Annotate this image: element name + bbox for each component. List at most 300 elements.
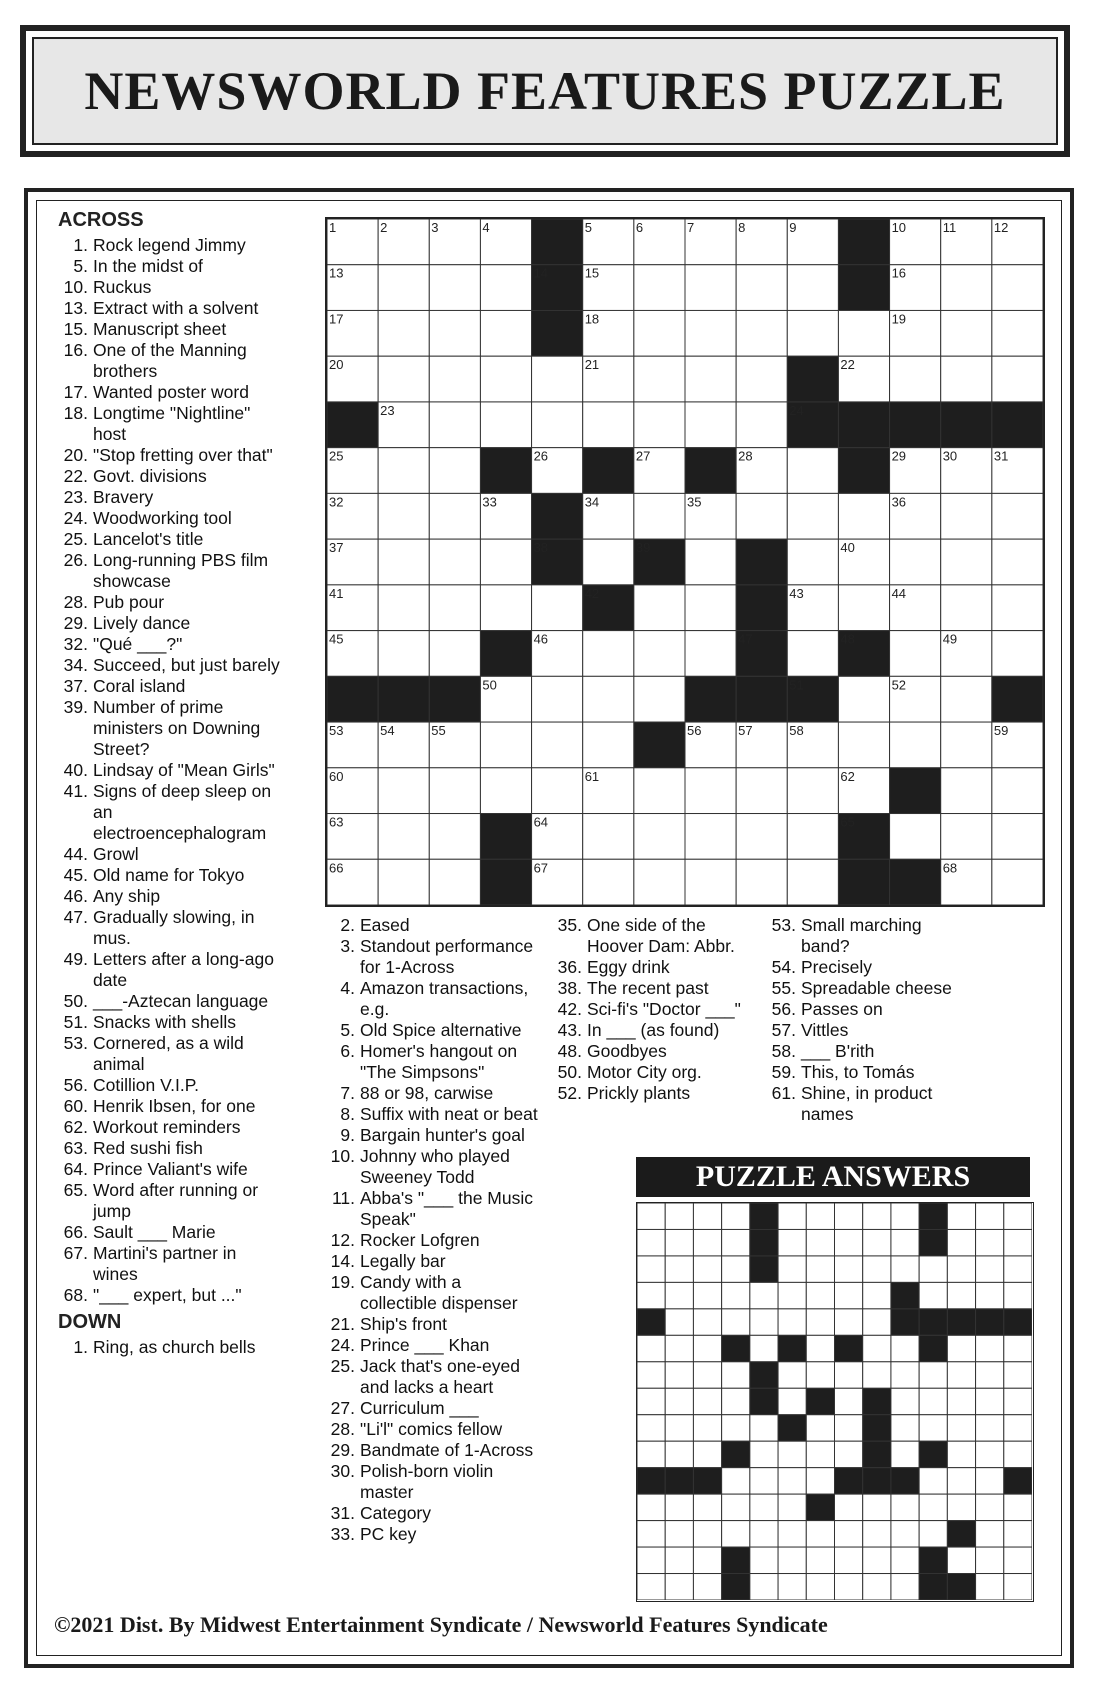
clue-item [325, 1146, 540, 1188]
grid-cell [583, 859, 634, 905]
clue-item [766, 978, 966, 999]
grid-cell [637, 1256, 665, 1282]
black-square [637, 1309, 665, 1335]
grid-cell [637, 1547, 665, 1573]
grid-cell [976, 1547, 1004, 1573]
clue-text: Candy with a collectible dispenser [360, 1272, 518, 1313]
grid-cell [787, 265, 838, 311]
grid-cell [378, 585, 429, 631]
grid-cell [787, 814, 838, 860]
grid-cell [1004, 1388, 1032, 1414]
clue-item [552, 915, 752, 957]
black-square [480, 631, 531, 677]
clue-text: Pub pour [93, 592, 165, 612]
grid-number: 16 [891, 265, 907, 281]
clue-number: 57. [771, 1020, 796, 1040]
grid-number: 42 [584, 585, 600, 601]
clue-item [325, 1524, 540, 1545]
black-square [835, 1468, 863, 1494]
clue-text: Suffix with neat or beat [360, 1104, 538, 1124]
grid-cell [835, 1574, 863, 1600]
clue-number: 11. [331, 1188, 355, 1208]
grid-cell [480, 768, 531, 814]
clue-item [325, 1125, 540, 1146]
grid-cell [665, 1256, 693, 1282]
clue-text: Rocker Lofgren [360, 1230, 480, 1250]
clue-item [58, 613, 283, 634]
grid-cell [778, 1256, 806, 1282]
black-square [750, 1203, 778, 1229]
grid-cell [750, 1468, 778, 1494]
black-square [736, 676, 787, 722]
grid-cell [947, 1547, 975, 1573]
grid-cell [637, 1441, 665, 1467]
clue-number: 37. [63, 676, 88, 696]
clue-item [552, 999, 752, 1020]
grid-number: 20 [329, 357, 344, 373]
grid-cell [583, 722, 634, 768]
clue-text: Growl [93, 844, 139, 864]
grid-number: 12 [993, 220, 1009, 235]
black-square [919, 1203, 947, 1229]
clue-item [58, 634, 283, 655]
black-square [778, 1415, 806, 1441]
grid-cell [583, 402, 634, 448]
clue-text: Letters after a long-ago date [93, 949, 274, 990]
grid-cell [863, 1335, 891, 1361]
grid-cell [480, 722, 531, 768]
grid-number: 9 [789, 220, 797, 235]
grid-cell [863, 1229, 891, 1255]
grid-cell [778, 1362, 806, 1388]
grid-cell [480, 402, 531, 448]
grid-cell [890, 356, 941, 402]
across-clue-column [58, 210, 283, 1358]
grid-cell [787, 539, 838, 585]
clue-number: 43. [557, 1020, 582, 1040]
clue-item [325, 1272, 540, 1314]
grid-cell [429, 310, 480, 356]
grid-cell [891, 1229, 919, 1255]
grid-cell [891, 1203, 919, 1229]
grid-cell [634, 859, 685, 905]
grid-cell [890, 814, 941, 860]
clue-item [58, 508, 283, 529]
grid-cell [637, 1494, 665, 1520]
grid-cell [378, 448, 429, 494]
grid-cell [992, 539, 1043, 585]
clue-text: Cotillion V.I.P. [93, 1075, 200, 1095]
grid-cell [634, 493, 685, 539]
grid-cell [1004, 1362, 1032, 1388]
clue-number: 54. [771, 957, 796, 977]
grid-cell [787, 448, 838, 494]
grid-cell [693, 1547, 721, 1573]
clue-number: 39. [63, 697, 88, 717]
grid-cell [976, 1388, 1004, 1414]
grid-cell [429, 768, 480, 814]
clue-text: Prince ___ Khan [360, 1335, 490, 1355]
clue-item [58, 1033, 283, 1075]
grid-cell [1004, 1203, 1032, 1229]
grid-number: 34 [584, 494, 600, 510]
clue-item [58, 865, 283, 886]
grid-cell [947, 1203, 975, 1229]
black-square [722, 1335, 750, 1361]
grid-cell [429, 265, 480, 311]
clue-text: In the midst of [93, 256, 203, 276]
grid-cell [891, 1547, 919, 1573]
black-square [919, 1574, 947, 1600]
answer-grid [636, 1202, 1034, 1602]
black-square [429, 676, 480, 722]
clue-text: Woodworking tool [93, 508, 232, 528]
clue-number: 13. [63, 298, 88, 318]
clue-number: 4. [340, 978, 355, 998]
clue-number: 25. [63, 529, 88, 549]
grid-cell [919, 1256, 947, 1282]
grid-cell [736, 310, 787, 356]
grid-number: 14 [533, 265, 549, 281]
clue-item [58, 256, 283, 277]
clue-item [325, 1398, 540, 1419]
clue-text: Shine, in product names [801, 1083, 933, 1124]
clue-text: Spreadable cheese [801, 978, 952, 998]
clue-text: Standout performance for 1-Across [360, 936, 534, 977]
grid-cell [941, 676, 992, 722]
clue-item [325, 1461, 540, 1503]
clue-item [58, 949, 283, 991]
clue-item [325, 1503, 540, 1524]
grid-cell [532, 768, 583, 814]
clue-item [552, 957, 752, 978]
clue-item [766, 915, 966, 957]
grid-cell [863, 1547, 891, 1573]
grid-cell [941, 768, 992, 814]
grid-cell [835, 1441, 863, 1467]
grid-cell [1004, 1521, 1032, 1547]
black-square [722, 1574, 750, 1600]
grid-number: 59 [993, 723, 1009, 739]
clue-text: Govt. divisions [93, 466, 207, 486]
grid-number: 24 [789, 402, 804, 418]
grid-cell [919, 1282, 947, 1308]
black-square [947, 1574, 975, 1600]
clue-text: Jack that's one-eyed and lacks a heart [360, 1356, 520, 1397]
grid-cell [992, 814, 1043, 860]
grid-cell [806, 1309, 834, 1335]
grid-cell [378, 768, 429, 814]
grid-number: 3 [431, 220, 439, 235]
clue-text: Succeed, but just barely [93, 655, 280, 675]
grid-cell [890, 631, 941, 677]
grid-number: 32 [329, 494, 344, 510]
clue-number: 49. [63, 949, 88, 969]
grid-cell [976, 1203, 1004, 1229]
clue-text: Extract with a solvent [93, 298, 259, 318]
title-banner [20, 25, 1070, 157]
clue-item [325, 1230, 540, 1251]
grid-cell [835, 1494, 863, 1520]
clue-number: 26. [63, 550, 88, 570]
grid-cell [665, 1388, 693, 1414]
black-square [1004, 1309, 1032, 1335]
grid-cell [778, 1441, 806, 1467]
grid-cell [634, 356, 685, 402]
clue-number: 52. [557, 1083, 582, 1103]
grid-number: 36 [891, 494, 907, 510]
grid-cell [1004, 1574, 1032, 1600]
black-square [750, 1256, 778, 1282]
clue-item [58, 382, 283, 403]
black-square [1004, 1468, 1032, 1494]
grid-cell [583, 631, 634, 677]
clue-number: 12. [330, 1230, 355, 1250]
grid-cell [736, 265, 787, 311]
clue-number: 3. [340, 936, 355, 956]
clue-number: 16. [63, 340, 88, 360]
black-square [750, 1362, 778, 1388]
clue-item [58, 319, 283, 340]
grid-cell [634, 585, 685, 631]
grid-number: 21 [584, 357, 600, 373]
grid-cell [378, 493, 429, 539]
grid-cell [693, 1494, 721, 1520]
clue-text: Word after running or jump [93, 1180, 259, 1221]
grid-cell [665, 1547, 693, 1573]
clue-number: 41. [63, 781, 88, 801]
grid-cell [665, 1335, 693, 1361]
clue-text: The recent past [587, 978, 709, 998]
grid-cell [378, 310, 429, 356]
grid-cell [787, 631, 838, 677]
clue-text: Goodbyes [587, 1041, 667, 1061]
clue-number: 5. [340, 1020, 355, 1040]
clue-item [325, 1440, 540, 1461]
black-square [838, 448, 889, 494]
black-square [665, 1468, 693, 1494]
title-banner-inner [32, 37, 1058, 145]
clue-text: Number of prime ministers on Downing Street? [93, 697, 261, 759]
black-square [787, 356, 838, 402]
clue-text: Category [360, 1503, 432, 1523]
grid-cell [634, 814, 685, 860]
grid-cell [1004, 1547, 1032, 1573]
grid-number: 6 [635, 220, 644, 235]
black-square [890, 768, 941, 814]
grid-number: 65 [840, 814, 855, 830]
grid-number: 15 [584, 265, 600, 281]
grid-number: 11 [942, 220, 957, 235]
grid-cell [891, 1521, 919, 1547]
grid-cell [806, 1282, 834, 1308]
down-clue-list-1 [58, 1337, 283, 1358]
clue-text: Wanted poster word [93, 382, 249, 402]
crossword-grid [325, 217, 1045, 907]
grid-number: 49 [942, 631, 958, 647]
grid-cell [947, 1494, 975, 1520]
grid-number: 39 [635, 540, 651, 556]
clue-number: 1. [73, 235, 88, 255]
grid-number: 28 [738, 448, 753, 464]
grid-number: 62 [840, 768, 855, 784]
clue-text: Polish-born violin master [360, 1461, 494, 1502]
clue-number: 66. [63, 1222, 88, 1242]
clue-item [325, 1335, 540, 1356]
clue-number: 65. [63, 1180, 88, 1200]
grid-cell [863, 1574, 891, 1600]
grid-cell [778, 1282, 806, 1308]
clue-number: 68. [63, 1285, 88, 1305]
clue-number: 10. [330, 1146, 355, 1166]
grid-cell [583, 539, 634, 585]
black-square [736, 539, 787, 585]
clue-text: Vittles [801, 1020, 849, 1040]
clue-number: 47. [63, 907, 88, 927]
grid-cell [941, 814, 992, 860]
grid-number: 68 [942, 860, 958, 876]
grid-cell [806, 1521, 834, 1547]
grid-cell [736, 493, 787, 539]
grid-cell [378, 356, 429, 402]
grid-cell [919, 1362, 947, 1388]
clue-text: Workout reminders [93, 1117, 241, 1137]
clue-text: Snacks with shells [93, 1012, 236, 1032]
clue-item [58, 1138, 283, 1159]
grid-cell [835, 1415, 863, 1441]
grid-cell [863, 1309, 891, 1335]
clue-item [58, 697, 283, 760]
grid-cell [693, 1256, 721, 1282]
clue-text: Bargain hunter's goal [360, 1125, 525, 1145]
clue-item [58, 907, 283, 949]
grid-cell [1004, 1441, 1032, 1467]
grid-cell [778, 1203, 806, 1229]
clue-text: "Li'l" comics fellow [360, 1419, 503, 1439]
grid-cell [429, 448, 480, 494]
grid-number: 30 [942, 448, 958, 464]
clue-text: ___-Aztecan language [93, 991, 269, 1011]
clue-item [58, 991, 283, 1012]
clue-text: Motor City org. [587, 1062, 702, 1082]
grid-number: 58 [789, 723, 804, 739]
grid-cell [835, 1256, 863, 1282]
clue-item [58, 1117, 283, 1138]
black-square [838, 402, 889, 448]
clue-text: Prickly plants [587, 1083, 691, 1103]
grid-cell [532, 676, 583, 722]
page-title: NEWSWORLD FEATURES PUZZLE [84, 61, 1006, 121]
grid-cell [637, 1521, 665, 1547]
black-square [736, 585, 787, 631]
black-square [378, 676, 429, 722]
clue-item [58, 592, 283, 613]
grid-cell [750, 1494, 778, 1520]
black-square [919, 1309, 947, 1335]
clue-number: 18. [63, 403, 88, 423]
grid-number: 67 [533, 860, 549, 876]
grid-cell [835, 1388, 863, 1414]
black-square [992, 402, 1043, 448]
grid-cell [992, 631, 1043, 677]
clue-number: 30. [330, 1461, 355, 1481]
grid-cell [665, 1494, 693, 1520]
clue-text: Long-running PBS film showcase [93, 550, 269, 591]
clue-number: 14. [330, 1251, 355, 1271]
clue-item [58, 487, 283, 508]
clue-number: 5. [73, 256, 88, 276]
clue-number: 53. [63, 1033, 88, 1053]
grid-cell [693, 1441, 721, 1467]
grid-cell [722, 1256, 750, 1282]
grid-cell [722, 1388, 750, 1414]
clue-number: 36. [557, 957, 582, 977]
grid-cell [693, 1521, 721, 1547]
grid-cell [806, 1547, 834, 1573]
clue-number: 8. [340, 1104, 355, 1124]
grid-cell [891, 1494, 919, 1520]
clue-number: 6. [340, 1041, 355, 1061]
grid-cell [778, 1547, 806, 1573]
clue-text: Rock legend Jimmy [93, 235, 246, 255]
grid-cell [947, 1362, 975, 1388]
black-square [327, 676, 378, 722]
black-square [838, 859, 889, 905]
grid-cell [693, 1282, 721, 1308]
clue-item [552, 978, 752, 999]
clue-item [58, 1096, 283, 1117]
grid-cell [665, 1521, 693, 1547]
clue-text: Martini's partner in wines [93, 1243, 237, 1284]
clue-number: 21. [330, 1314, 355, 1334]
grid-cell [750, 1415, 778, 1441]
clue-item [766, 1020, 966, 1041]
grid-cell [685, 859, 736, 905]
clue-number: 67. [63, 1243, 88, 1263]
clue-text: Henrik Ibsen, for one [93, 1096, 256, 1116]
grid-cell [778, 1574, 806, 1600]
grid-cell [838, 310, 889, 356]
clue-number: 48. [557, 1041, 582, 1061]
black-square [634, 722, 685, 768]
grid-cell [838, 676, 889, 722]
black-square [838, 219, 889, 265]
clue-text: Legally bar [360, 1251, 446, 1271]
clue-item [766, 1062, 966, 1083]
clue-number: 10. [63, 277, 88, 297]
grid-cell [634, 265, 685, 311]
grid-cell [685, 356, 736, 402]
grid-cell [838, 722, 889, 768]
grid-cell [992, 585, 1043, 631]
across-clue-list [58, 235, 283, 1306]
grid-cell [835, 1547, 863, 1573]
clue-item [58, 1075, 283, 1096]
grid-cell [693, 1388, 721, 1414]
grid-cell [806, 1335, 834, 1361]
grid-number: 56 [687, 723, 702, 739]
grid-cell [976, 1229, 1004, 1255]
down-clue-list-4 [766, 915, 966, 1125]
clue-text: ___ B'rith [801, 1041, 875, 1061]
grid-number: 2 [380, 220, 388, 235]
grid-cell [806, 1441, 834, 1467]
grid-cell [835, 1203, 863, 1229]
grid-cell [750, 1521, 778, 1547]
grid-cell [665, 1282, 693, 1308]
grid-cell [806, 1415, 834, 1441]
grid-cell [891, 1256, 919, 1282]
